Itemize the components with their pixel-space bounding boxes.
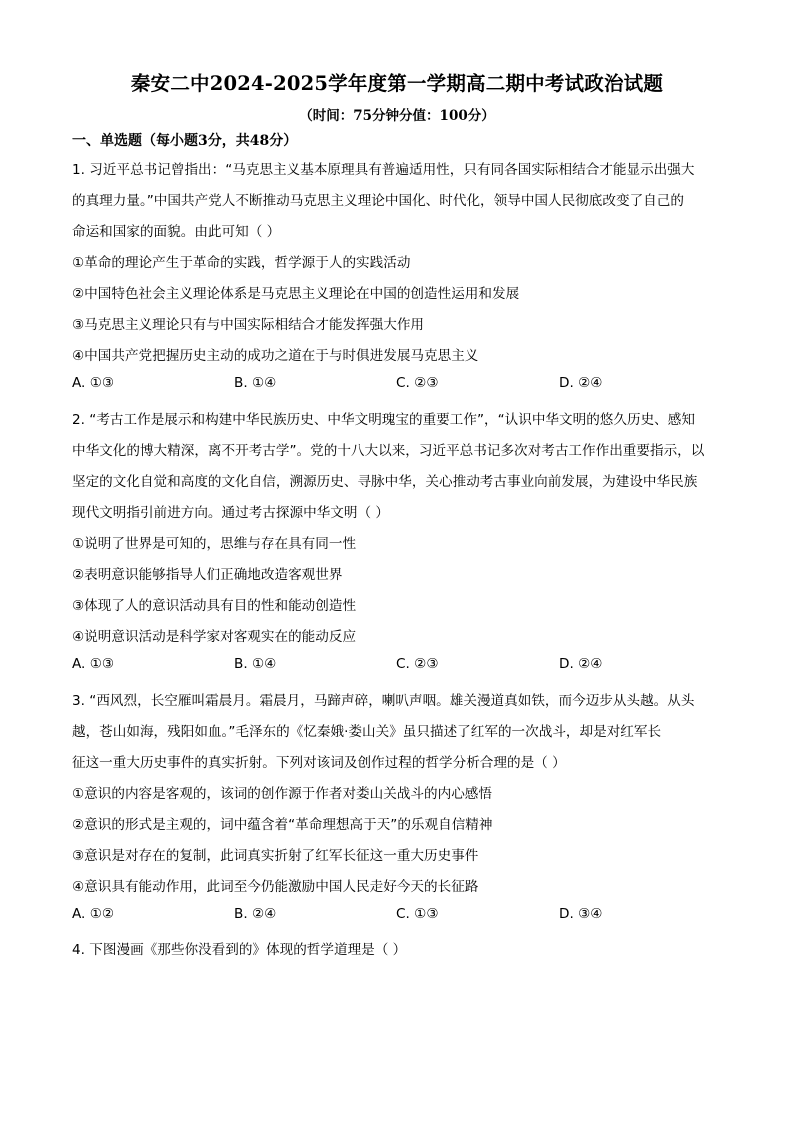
question-1-stem-line: 命运和国家的面貌。由此可知（ ） bbox=[72, 224, 281, 240]
question-3-stem-line: 征这一重大历史事件的真实折射。下列对该词及创作过程的哲学分析合理的是（ ） bbox=[72, 755, 566, 771]
option-d[interactable]: D. ③④ bbox=[559, 906, 603, 922]
option-d[interactable]: D. ②④ bbox=[559, 375, 603, 391]
question-1-statement: ④中国共产党把握历史主动的成功之道在于与时俱进发展马克思主义 bbox=[72, 348, 479, 364]
question-2-statement: ①说明了世界是可知的，思维与存在具有同一性 bbox=[72, 536, 357, 552]
question-2-statement: ④说明意识活动是科学家对客观实在的能动反应 bbox=[72, 629, 357, 645]
question-1-stem-line: 1. 习近平总书记曾指出：“马克思主义基本原理具有普遍适用性，只有同各国实际相结合才能显示出强大 bbox=[72, 162, 695, 178]
option-b[interactable]: B. ②④ bbox=[234, 906, 277, 922]
question-2-stem-line: 中华文化的博大精深，离不开考古学”。党的十八大以来，习近平总书记多次对考古工作作出重要指示，以 bbox=[72, 443, 705, 459]
option-b[interactable]: B. ①④ bbox=[234, 375, 277, 391]
question-1-statement: ③马克思主义理论只有与中国实际相结合才能发挥强大作用 bbox=[72, 317, 425, 333]
option-a[interactable]: A. ①③ bbox=[72, 656, 115, 672]
question-4-stem-line: 4. 下图漫画《那些你没看到的》体现的哲学道理是（ ） bbox=[72, 942, 407, 958]
question-1-stem-line: 的真理力量。”中国共产党人不断推动马克思主义理论中国化、时代化，领导中国人民彻底改变了自己的 bbox=[72, 193, 684, 209]
question-2-stem-line: 2. “考古工作是展示和构建中华民族历史、中华文明瑰宝的重要工作”，“认识中华文明的悠久历史、感知 bbox=[72, 412, 695, 428]
option-c[interactable]: C. ①③ bbox=[396, 906, 439, 922]
option-a[interactable]: A. ①② bbox=[72, 906, 115, 922]
question-3-statement: ④意识具有能动作用，此词至今仍能激励中国人民走好今天的长征路 bbox=[72, 879, 479, 895]
option-d[interactable]: D. ②④ bbox=[559, 656, 603, 672]
option-a[interactable]: A. ①③ bbox=[72, 375, 115, 391]
question-1-options bbox=[72, 375, 722, 395]
question-1-statement: ①革命的理论产生于革命的实践，哲学源于人的实践活动 bbox=[72, 255, 411, 271]
option-c[interactable]: C. ②③ bbox=[396, 375, 439, 391]
question-2-stem-line: 现代文明指引前进方向。通过考古探源中华文明（ ） bbox=[72, 505, 389, 521]
section-heading: 一、单选题（每小题3分，共48分） bbox=[72, 133, 298, 149]
question-3-stem-line: 越，苍山如海，残阳如血。”毛泽东的《忆秦娥·娄山关》虽只描述了红军的一次战斗，却是对红军长 bbox=[72, 724, 662, 740]
question-2-statement: ②表明意识能够指导人们正确地改造客观世界 bbox=[72, 567, 343, 583]
question-3-options bbox=[72, 906, 722, 926]
question-3-statement: ③意识是对存在的复制，此词真实折射了红军长征这一重大历史事件 bbox=[72, 848, 479, 864]
question-2-stem-line: 坚定的文化自觉和高度的文化自信，溯源历史、寻脉中华，关心推动考古事业向前发展，为建设中华民族 bbox=[72, 474, 698, 490]
question-3-statement: ②意识的形式是主观的，词中蕴含着“革命理想高于天”的乐观自信精神 bbox=[72, 817, 493, 833]
question-2-options bbox=[72, 656, 722, 676]
question-1-statement: ②中国特色社会主义理论体系是马克思主义理论在中国的创造性运用和发展 bbox=[72, 286, 520, 302]
exam-subtitle: （时间：75分钟分值：100分） bbox=[299, 108, 495, 124]
question-3-stem-line: 3. “西风烈，长空雁叫霜晨月。霜晨月，马蹄声碎，喇叭声咽。雄关漫道真如铁，而今迈步从头越。从头 bbox=[72, 693, 695, 709]
question-3-statement: ①意识的内容是客观的，该词的创作源于作者对娄山关战斗的内心感悟 bbox=[72, 786, 492, 802]
exam-title: 秦安二中2024-2025学年度第一学期高二期中考试政治试题 bbox=[130, 72, 664, 95]
option-c[interactable]: C. ②③ bbox=[396, 656, 439, 672]
option-b[interactable]: B. ①④ bbox=[234, 656, 277, 672]
question-2-statement: ③体现了人的意识活动具有目的性和能动创造性 bbox=[72, 598, 357, 614]
